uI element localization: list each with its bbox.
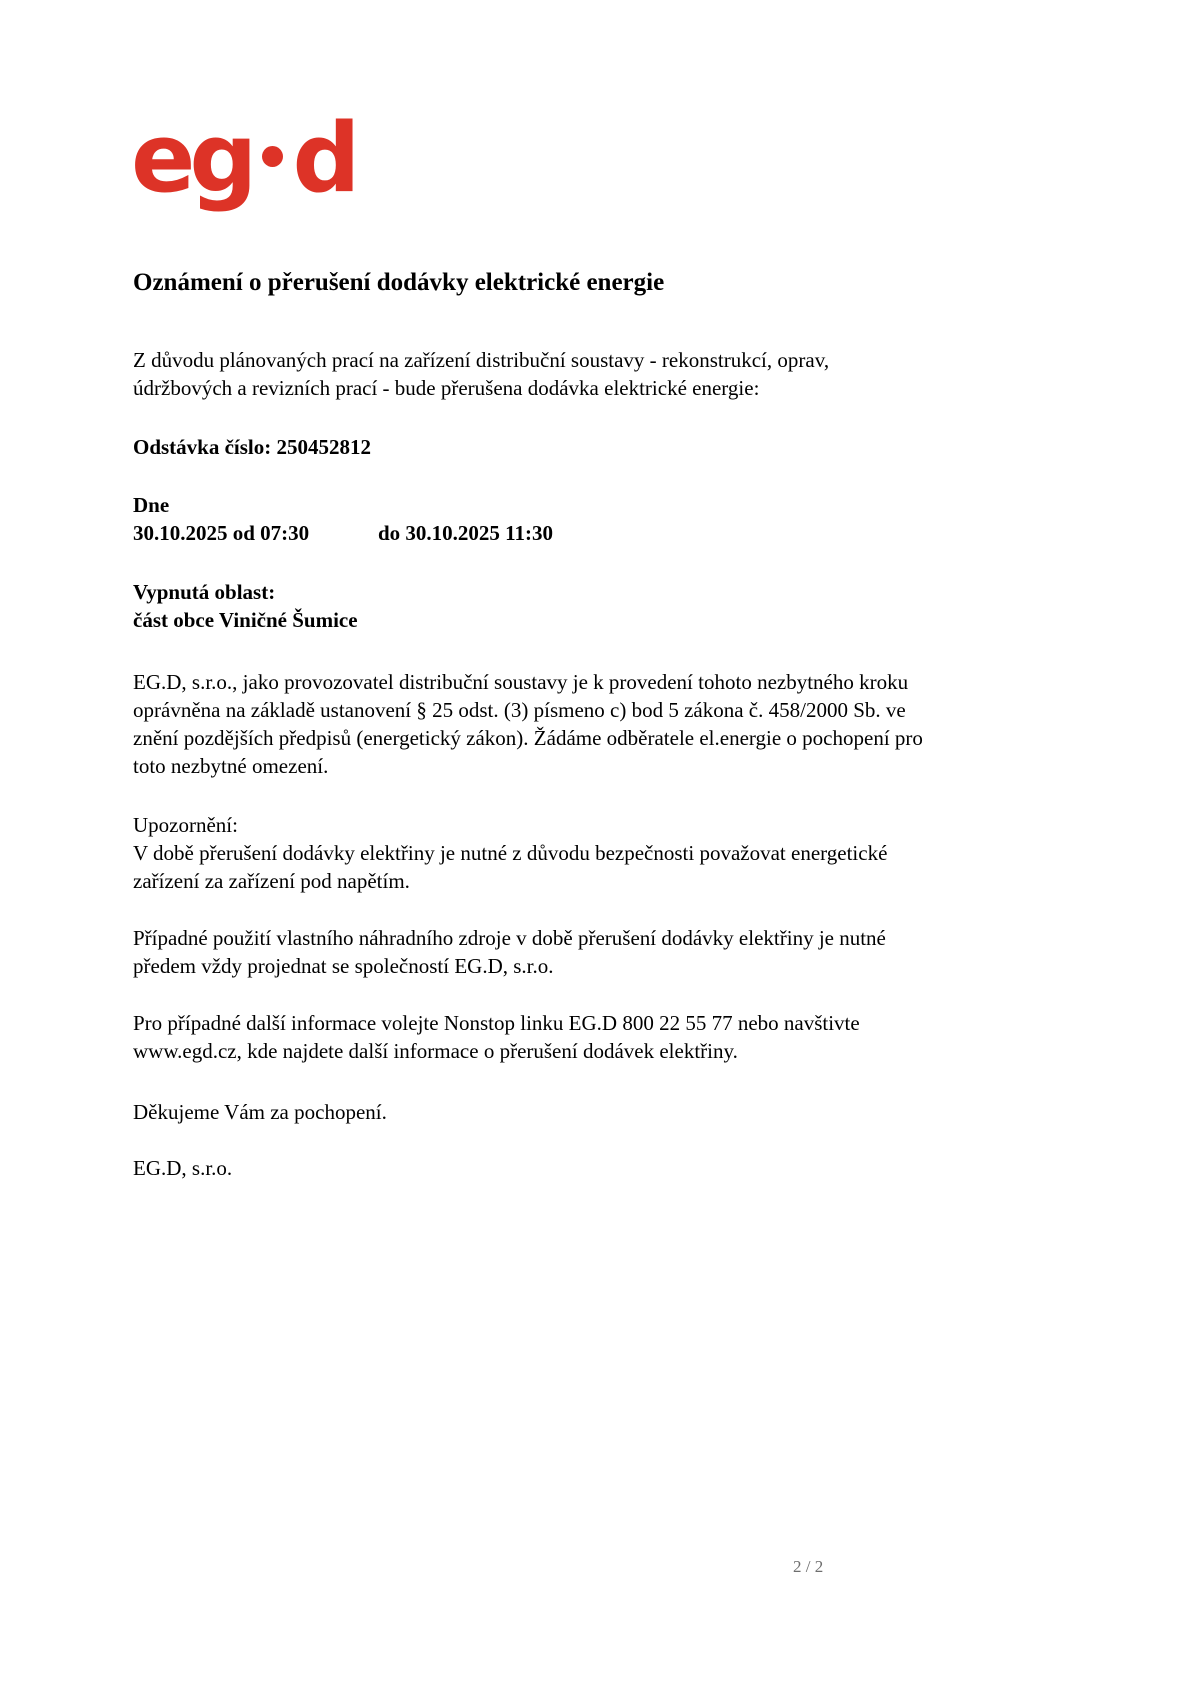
logo-text-d: d [292,104,355,214]
legal-paragraph [133,668,1068,780]
text-line: znění pozdějších předpisů (energetický zákon). Žádáme odběratele el.energie o pochopení pro [133,726,923,750]
logo-text-eg: eg [131,104,252,214]
text-line: Z důvodu plánovaných prací na zařízení distribuční soustavy - rekonstrukcí, oprav, [133,348,830,372]
text-line: Případné použití vlastního náhradního zdroje v době přerušení dodávky elektřiny je nutné [133,926,886,950]
generator-paragraph [133,924,1068,980]
text-line: toto nezbytné omezení. [133,754,329,778]
page-number: 2 / 2 [793,1557,824,1576]
outage-number-value: 250452812 [276,435,372,459]
thanks-line: Děkujeme Vám za pochopení. [133,1100,387,1124]
egd-logo [131,104,1068,214]
contact-info-paragraph [133,1009,1068,1065]
affected-area-block [133,578,1068,634]
affected-area-value: část obce Viničné Šumice [133,608,358,632]
outage-number-row [133,433,1068,461]
intro-paragraph [133,346,1068,402]
date-from: 30.10.2025 od 07:30 [133,521,310,545]
text-line: EG.D, s.r.o., jako provozovatel distribuční soustavy je k provedení tohoto nezbytného kroku [133,670,909,694]
text-line: V době přerušení dodávky elektřiny je nutné z důvodu bezpečnosti považovat energetické [133,841,888,865]
outage-dates-block [133,491,1068,547]
warning-label: Upozornění: [133,813,238,837]
document-content [133,0,1068,1182]
date-heading: Dne [133,493,170,517]
signature-line: EG.D, s.r.o. [133,1156,233,1180]
text-line: údržbových a revizních prací - bude přerušena dodávka elektrické energie: [133,376,760,400]
affected-area-label: Vypnutá oblast: [133,580,276,604]
text-line: Pro případné další informace volejte Nonstop linku EG.D 800 22 55 77 nebo navštivte [133,1011,860,1035]
date-to: do 30.10.2025 11:30 [378,521,554,545]
logo-dot-icon [262,146,283,167]
warning-paragraph [133,811,1068,895]
text-line: zařízení za zařízení pod napětím. [133,869,410,893]
text-line: oprávněna na základě ustanovení § 25 odst. (3) písmeno c) bod 5 zákona č. 458/2000 Sb. ve [133,698,906,722]
page-title: Oznámení o přerušení dodávky elektrické energie [133,269,665,296]
outage-number-label: Odstávka číslo: [133,435,272,459]
text-line: předem vždy projednat se společností EG.D, s.r.o. [133,954,554,978]
date-range-row [133,519,1068,547]
text-line: www.egd.cz, kde najdete další informace o přerušení dodávek elektřiny. [133,1039,738,1063]
